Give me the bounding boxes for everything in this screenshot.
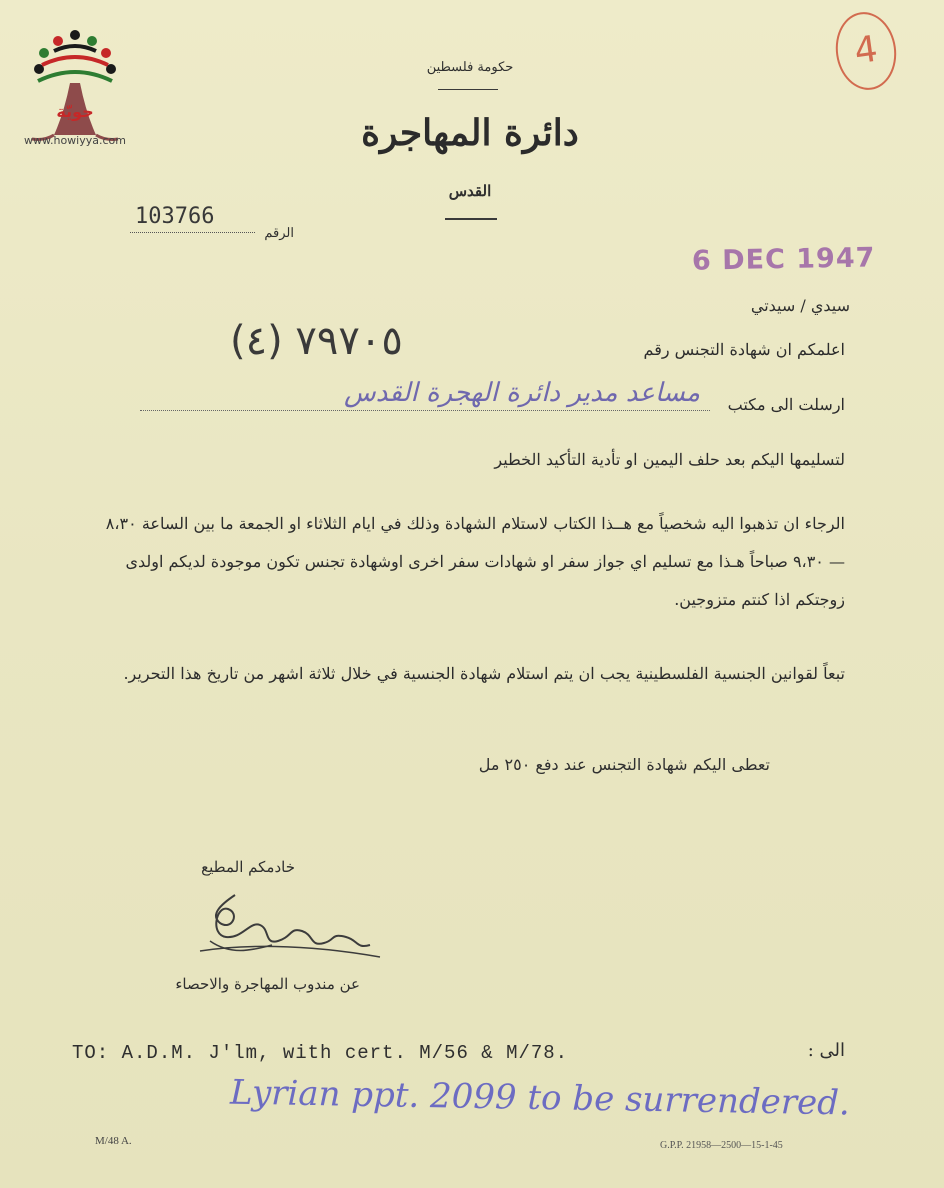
watermark-url: www.howiyya.com	[24, 134, 126, 147]
reference-number: 103766	[135, 204, 215, 229]
date-stamp: 6 DEC 1947	[691, 242, 876, 277]
handwritten-note: Lyrian ppt. 2099 to be surrendered.	[229, 1072, 851, 1124]
logo-wordmark: حويّة	[56, 102, 94, 121]
city-divider	[445, 218, 497, 220]
tree-figures	[32, 30, 118, 140]
government-heading: حكومة فلسطين	[426, 60, 514, 75]
office-dotted-line	[140, 410, 710, 411]
law-paragraph: تبعاً لقوانين الجنسية الفلسطينية يجب ان يتم استلام شهادة الجنسية في خلال ثلاثة اشهر من تاريخ هذا التحرير.	[123, 664, 845, 683]
department-title: دائرة المهاجرة	[361, 112, 579, 154]
reference-label: الرقم	[264, 226, 294, 241]
office-handwritten: مساعد مدير دائرة الهجرة القدس	[344, 378, 700, 408]
delivery-instruction: لتسليمها اليكم بعد حلف اليمين او تأدية التأكيد الخطير	[494, 450, 845, 469]
instructions-paragraph: الرجاء ان تذهبوا اليه شخصياً مع هــذا الكتاب لاستلام الشهادة وذلك في ايام الثلاثاء او الجمعة ما بين الساعة ٨،٣٠ — ٩،٣٠ صباحاً هـذا مع تسليم اي جواز سفر او شهادات سفر اخرى اوشهادة تجنس تكون موجودة لديكم اولدى زوجتكم اذا كنتم متزوجين.	[105, 514, 845, 609]
on-behalf-line: عن مندوب المهاجرة والاحصاء	[175, 975, 360, 993]
page-marker-circle: 4	[831, 8, 901, 94]
typed-to-line: TO: A.D.M. J'lm, with cert. M/56 & M/78.	[72, 1042, 569, 1064]
fee-note: تعطى اليكم شهادة التجنس عند دفع ٢٥٠ مل	[478, 755, 770, 774]
closing-servant: خادمكم المطيع	[201, 858, 295, 876]
certificate-label: اعلمكم ان شهادة التجنس رقم	[643, 340, 845, 359]
to-label-arabic: الى :	[807, 1040, 845, 1061]
sent-to-label: ارسلت الى مكتب	[727, 395, 845, 414]
form-code: M/48 A.	[95, 1135, 132, 1147]
reference-dotted-line	[130, 232, 255, 233]
heading-divider	[438, 89, 498, 90]
signature-scribble	[180, 885, 390, 975]
city-heading: القدس	[448, 182, 492, 200]
certificate-number-handwritten: (٤) ٧٩٧٠٥	[230, 318, 403, 364]
print-code: G.P.P. 21958—2500—15-1-45	[660, 1140, 783, 1151]
salutation: سيدي / سيدتي	[750, 296, 850, 315]
